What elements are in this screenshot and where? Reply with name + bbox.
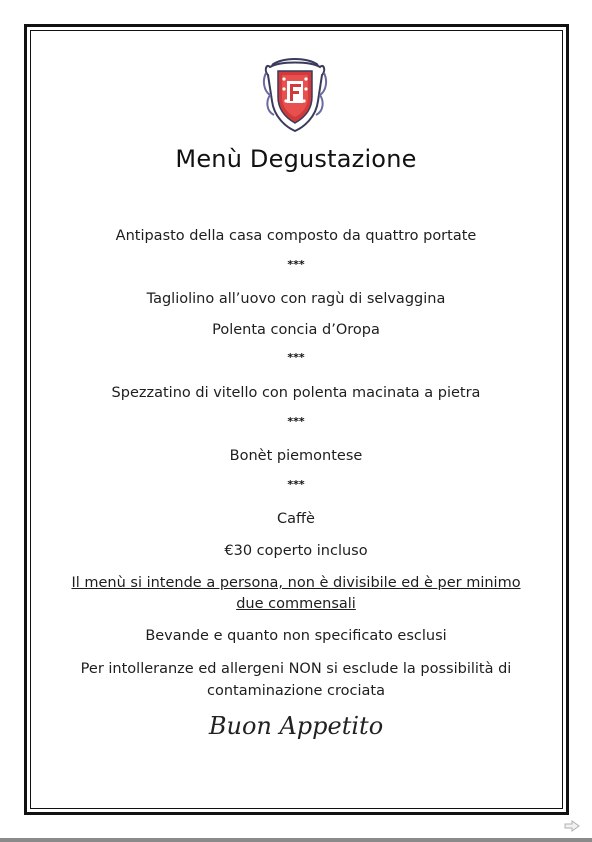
course-tagliolino: Tagliolino all’uovo con ragù di selvaggina [146, 291, 446, 307]
closing-signature: Buon Appetito [208, 712, 384, 740]
course-separator: *** [287, 351, 305, 364]
course-antipasto: Antipasto della casa composto da quattro portate [115, 228, 477, 244]
drinks-note: Bevande e quanto non specificato esclusi [145, 628, 447, 644]
per-person-note: Il menù si intende a persona, non è divisibile ed è per minimo due commensali [71, 575, 521, 612]
viewer-bottom-bar [0, 838, 592, 842]
course-separator: *** [287, 478, 305, 491]
course-separator: *** [287, 415, 305, 428]
course-separator: *** [287, 258, 305, 271]
menu-title: Menù Degustazione [175, 145, 417, 173]
course-polenta: Polenta concia d’Oropa [212, 322, 380, 338]
course-spezzatino: Spezzatino di vitello con polenta macinata a pietra [111, 385, 481, 401]
course-bonet: Bonèt piemontese [229, 448, 363, 464]
next-page-arrow-icon[interactable] [564, 820, 580, 832]
price-line: €30 coperto incluso [224, 543, 368, 559]
course-caffe: Caffè [277, 511, 315, 527]
emblem-icon [262, 57, 328, 133]
allergens-note: Per intolleranze ed allergeni NON si esclude la possibilità di contaminazione crociata [80, 661, 512, 699]
